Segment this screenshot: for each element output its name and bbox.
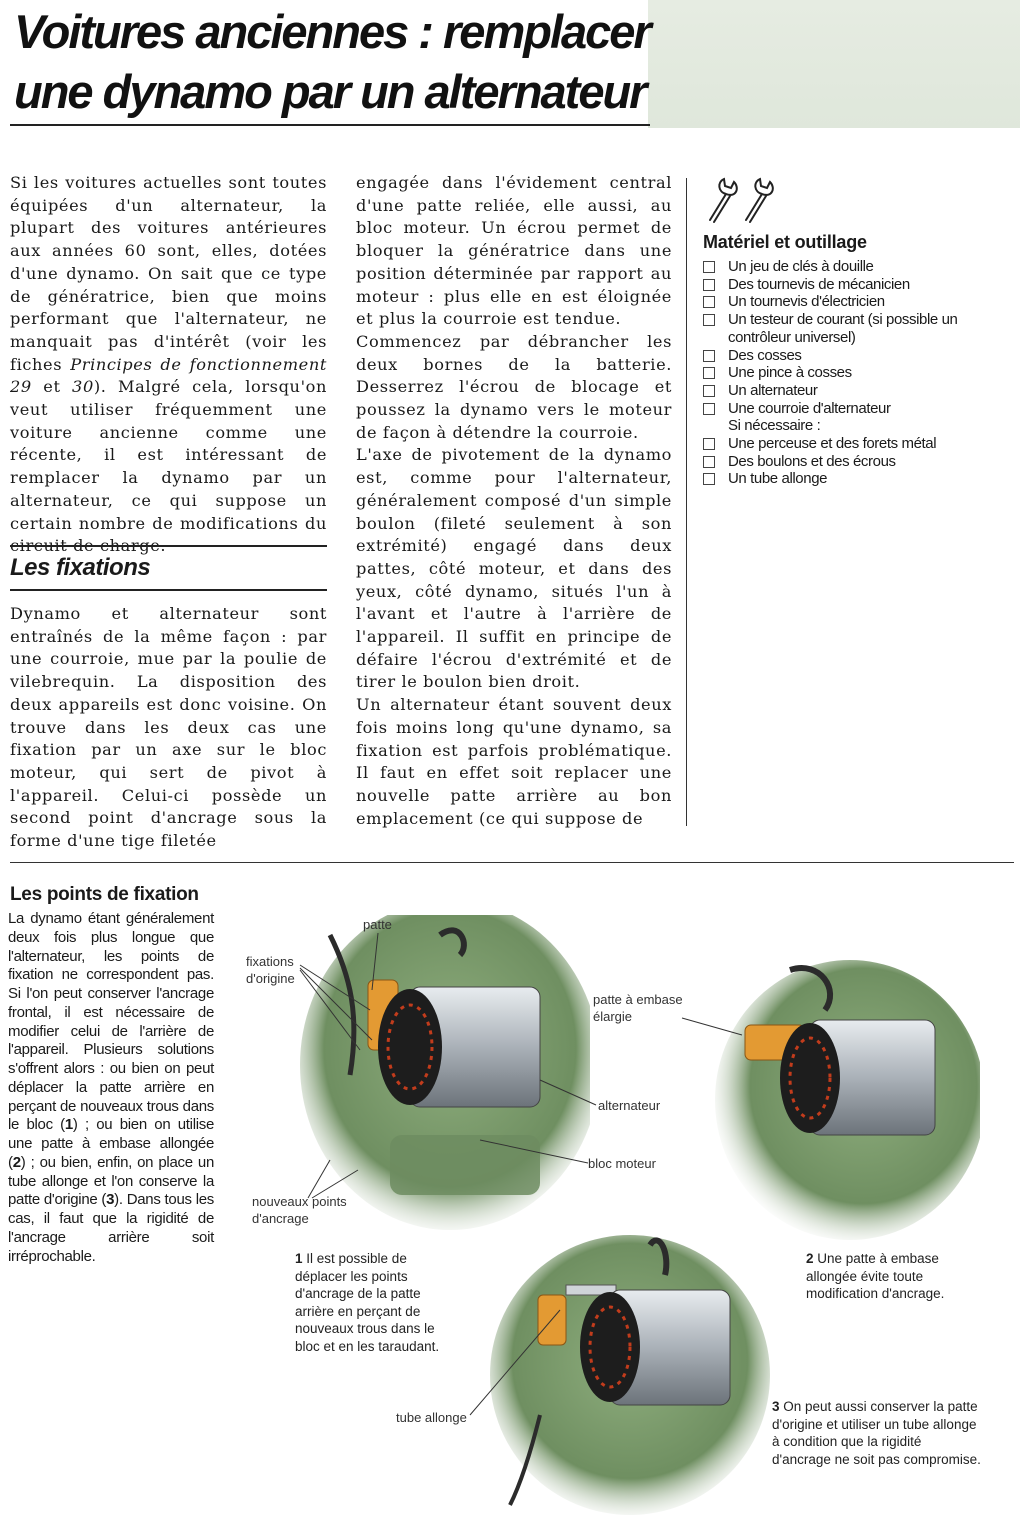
tools-item-label: Un testeur de courant (si possible un contrôleur universel) (728, 311, 958, 346)
caption-3-number: 3 (772, 1399, 780, 1414)
intro-text-b: ). Malgré cela, lorsqu'on veut utiliser fréquemment une voiture ancienne comme une récente, il est intéressant de remplacer la dynamo par un alternateur, ce qui suppose un certain nombre de modifications du circuit de charge. (10, 377, 328, 556)
col2-paragraph-3: L'axe de pivotement de la dynamo est, comme pour l'alternateur, généralement composé d'un simple boulon (fileté seulement à son extrémité) engagé dans deux pattes, côté moteur, et dans des yeux, côté dynamo, situés l'un à l'avant et l'autre à l'arrière de l'appareil. Il suffit en principe de défaire l'écrou d'extrémité et de tirer le boulon bien droit. (356, 445, 672, 692)
figure-heading: Les points de fixation (10, 884, 199, 905)
tools-item-label: Un tube allonge (728, 470, 828, 488)
label-nouveaux-points: nouveaux points d'ancrage (252, 1194, 347, 1226)
tools-title: Matériel et outillage (703, 232, 867, 252)
tools-item-label: Une pince à cosses (728, 364, 852, 382)
figure-text-c: ) ; ou bien, enfin, on place un tube allonge et l'on conserve la patte d'origine ( (8, 1153, 214, 1209)
tools-item-label: Des boulons et des écrous (728, 452, 896, 470)
col2-paragraph-4: Un alternateur étant souvent deux fois moins long qu'une dynamo, sa fixation est parfois problématique. Il faut en effet soit replacer une nouvelle patte arrière au bon emplacement (ce qui suppose de (356, 695, 672, 828)
caption-1-number: 1 (295, 1251, 303, 1266)
tools-optional-label: Si nécessaire : (728, 417, 821, 435)
tools-item-label: Un jeu de clés à douille (728, 258, 874, 275)
figure-text-b: ) ; ou bien on utilise une patte à embase allongée ( (8, 1116, 215, 1171)
tools-item-label: Une courroie d'alternateur (728, 399, 891, 417)
caption-3-text: On peut aussi conserver la patte d'origine et utiliser un tube allonge à condition que la rigidité d'ancrage ne soit pas compromise. (772, 1399, 981, 1467)
intro-reference-number: 30 (72, 377, 94, 397)
figure-text-a: La dynamo étant généralement deux fois plus longue que l'alternateur, les points de fixation ne correspondent pas. Si l'on peut conserver l'ancrage frontal, il est nécessaire de modifier celui de l'arrière de l'appareil. Plusieurs solutions s'offrent alors : ou bien on peut déplacer la patte arrière en perçant de nouveaux trous dans le bloc ( (8, 910, 214, 1134)
label-patte: patte (363, 917, 392, 932)
section-title: Les fixations (10, 554, 151, 581)
label-alternateur: alternateur (598, 1098, 661, 1113)
figure-ref-3: 3 (106, 1191, 115, 1209)
intro-text-a: Si les voitures actuelles sont toutes équipées d'un alternateur, la plupart des voitures antérieures aux années 60 sont, elles, dotées d'une dynamo. On sait que ce type de génératrice, bien que moins performant que l'alternateur, ne manquait pas d'intérêt (voir les fiches (10, 173, 327, 374)
col2-paragraph-1: engagée dans l'évidement central d'une patte reliée, elle aussi, au bloc moteur. Un écrou permet de bloquer la génératrice dans une position déterminée par rapport au moteur : plus elle en est éloignée et plus la courroie est tendue. (356, 173, 672, 329)
caption-2-number: 2 (806, 1251, 814, 1266)
figure-ref-2: 2 (12, 1153, 21, 1171)
page-title-line-1: Voitures anciennes : remplacer (14, 5, 650, 58)
page-title-line-2: une dynamo par un alternateur (14, 65, 646, 118)
label-fixations-origine: fixations d'origine (246, 954, 295, 986)
tools-item-label: Un alternateur (728, 381, 818, 399)
tools-item-label: Des cosses (728, 346, 802, 364)
fixations-paragraph: Dynamo et alternateur sont entraînés de la même façon : par une courroie, mue par la poulie de vilebrequin. La disposition des deux appareils est donc voisine. On trouve dans les deux cas une fixation par un axe sur le bloc moteur, qui sert de pivot à l'appareil. Celui-ci possède un second point d'ancrage sous la forme d'une tige filetée (10, 604, 327, 851)
caption-3 (772, 1398, 982, 1468)
tools-item-label: Des tournevis de mécanicien (728, 275, 910, 293)
label-tube-allonge: tube allonge (396, 1410, 467, 1425)
caption-1 (295, 1250, 455, 1355)
caption-2-text: Une patte à embase allongée évite toute modification d'ancrage. (806, 1251, 945, 1301)
tools-item-label: Un tournevis d'électricien (728, 293, 885, 311)
tools-item-label: Une perceuse et des forets métal (728, 435, 937, 453)
caption-1-text: Il est possible de déplacer les points d'ancrage de la patte arrière en perçant de nouveaux trous dans le bloc et en les taraudant. (295, 1251, 440, 1354)
label-patte-embase: patte à embase élargie (593, 992, 683, 1024)
intro-and: et (31, 377, 73, 397)
col2-paragraph-2: Commencez par débrancher les deux bornes de la batterie. Desserrez l'écrou de blocage et poussez la dynamo vers le moteur de façon à détendre la courroie. (356, 331, 672, 442)
label-bloc-moteur: bloc moteur (588, 1156, 656, 1171)
figure-ref-1: 1 (64, 1116, 73, 1134)
intro-reference: Principes de fonctionnement 29 (10, 354, 327, 397)
figure-text-d: ). Dans tous les cas, il faut que la rigidité de l'ancrage arrière soit irréprochable. (8, 1191, 214, 1265)
caption-2 (806, 1250, 971, 1303)
